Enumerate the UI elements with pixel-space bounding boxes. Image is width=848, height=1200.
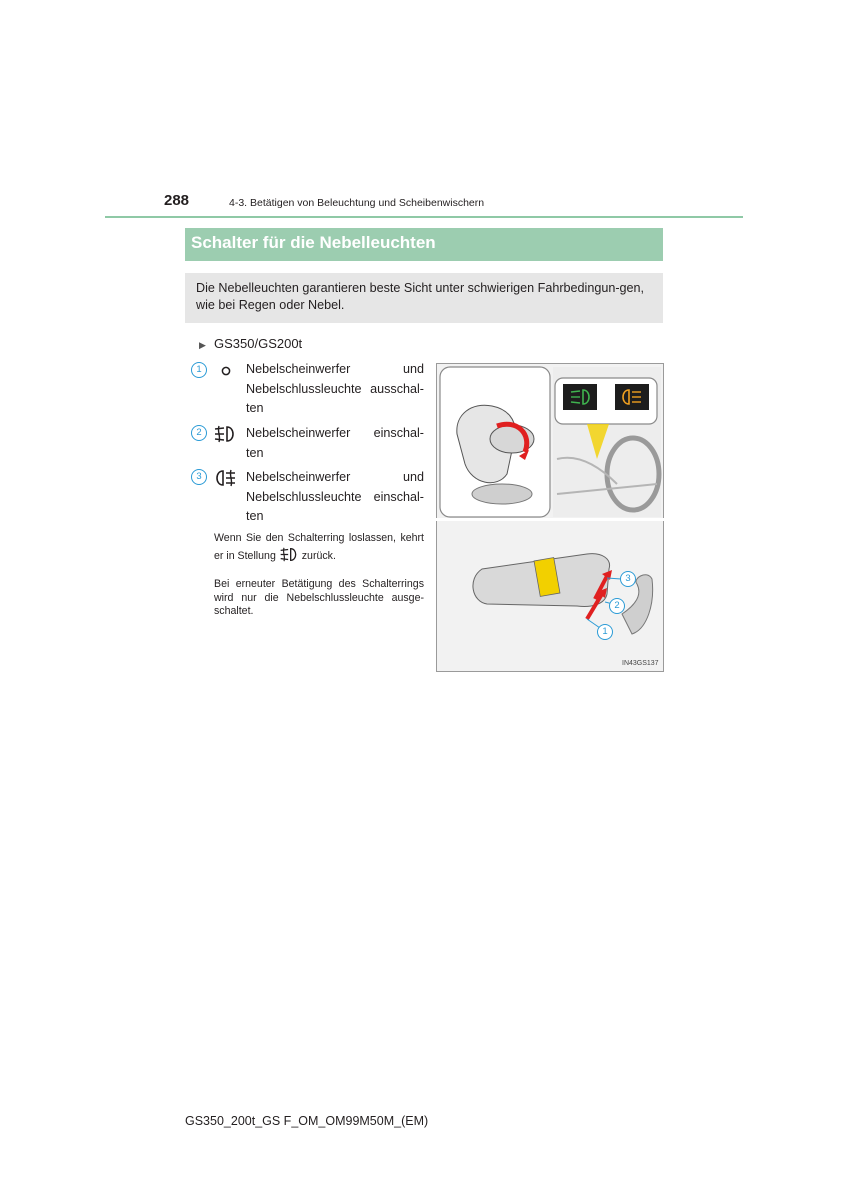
step-3-line: Nebelscheinwerfer und bbox=[246, 470, 424, 484]
front-fog-icon bbox=[213, 424, 237, 449]
section-title: Schalter für die Nebelleuchten bbox=[191, 233, 436, 252]
figure-divider bbox=[436, 518, 664, 521]
page-number: 288 bbox=[164, 192, 190, 209]
intro-text: Die Nebelleuchten garantieren beste Sicht unter schwierigen Fahrbedingun-gen, wie bei Regen oder Nebel. bbox=[196, 281, 645, 312]
step-2-line: ten bbox=[246, 445, 264, 460]
step-text-3 bbox=[246, 468, 424, 527]
lever-base bbox=[472, 484, 532, 504]
variant-label: GS350/GS200t bbox=[214, 336, 303, 351]
footer-document-code: GS350_200t_GS F_OM_OM99M50M_(EM) bbox=[185, 1114, 429, 1128]
variant-bullet-icon: ▶ bbox=[199, 340, 206, 350]
step-3-line: ten bbox=[246, 509, 264, 523]
figure-code: IN43GS137 bbox=[622, 660, 659, 667]
section-title-bar bbox=[185, 228, 663, 261]
figure-callout-2: 2 bbox=[609, 598, 625, 614]
front-fog-icon bbox=[279, 546, 299, 568]
intro-box bbox=[185, 273, 663, 323]
step-number-3: 3 bbox=[191, 469, 207, 485]
step-3-line: Nebelschlussleuchte einschal- bbox=[246, 489, 424, 504]
step-1-line: ten bbox=[246, 401, 264, 415]
rear-fog-icon bbox=[213, 468, 237, 493]
figure-callout-3: 3 bbox=[620, 571, 636, 587]
step-number-2: 2 bbox=[191, 425, 207, 441]
step-1-line: Nebelscheinwerfer und bbox=[246, 362, 424, 376]
step-2-line: Nebelscheinwerfer einschal- bbox=[246, 426, 424, 440]
step-text-1 bbox=[246, 360, 424, 419]
section-reference: 4-3. Betätigen von Beleuchtung und Scheibenwischern bbox=[229, 197, 485, 209]
note-release bbox=[214, 532, 424, 567]
step-1-line: Nebelschlussleuchte ausschal- bbox=[246, 381, 424, 396]
figure-callout-1: 1 bbox=[597, 624, 613, 640]
off-icon bbox=[220, 364, 232, 382]
note-release-text-end: zurück. bbox=[301, 549, 336, 562]
header-rule bbox=[105, 216, 743, 218]
step-number-1: 1 bbox=[191, 362, 207, 378]
note-release-text: Wenn Sie den Schalterring loslassen, kehrt er in Stellung bbox=[214, 532, 424, 562]
step-text-2 bbox=[246, 424, 424, 463]
note-repeat: Bei erneuter Betätigung des Schalterrings wird nur die Nebelschlussleuchte ausge-schaltet. bbox=[214, 578, 424, 617]
